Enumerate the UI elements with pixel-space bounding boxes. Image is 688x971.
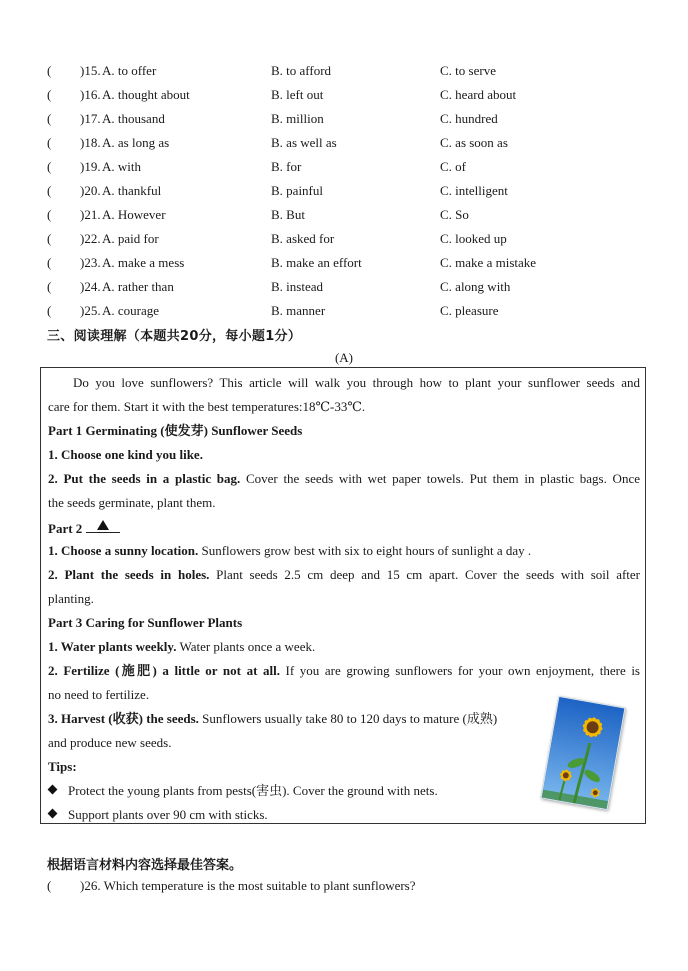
answer-paren: (: [47, 279, 52, 294]
option-a: A. thought about: [102, 87, 190, 102]
option-b: B. as well as: [271, 135, 337, 150]
part3-step1: [48, 638, 640, 656]
part1-step2-bold: 2. Put the seeds in a plastic bag.: [48, 471, 241, 486]
part2-step2: [48, 566, 640, 584]
part3-step2-bold: 2. Fertilize (施肥) a little or not at all.: [48, 663, 280, 678]
option-b: B. instead: [271, 279, 323, 294]
answer-paren: (: [47, 111, 52, 126]
option-a: A. with: [102, 159, 141, 174]
option-b: B. But: [271, 207, 305, 222]
option-b: B. million: [271, 111, 324, 126]
part1-step1: 1. Choose one kind you like.: [48, 447, 203, 462]
part3-step3-cont: and produce new seeds.: [48, 735, 172, 750]
option-a: A. make a mess: [102, 255, 185, 270]
answer-paren: (: [47, 135, 52, 150]
option-b: B. manner: [271, 303, 326, 318]
part2-step2-bold: 2. Plant the seeds in holes.: [48, 567, 210, 582]
question-number: )20.: [80, 183, 101, 198]
answer-paren: (: [47, 159, 52, 174]
question-number: )19.: [80, 159, 101, 174]
part3-step3: [48, 710, 548, 728]
part3-step2-text: If you are growing sunflowers for your own enjoyment, there is: [279, 663, 640, 678]
part1-step2-text: Cover the seeds with wet paper towels. Put them in plastic bags. Once: [240, 471, 640, 486]
answer-blank: [86, 518, 120, 533]
instruction-text: 根据语言材料内容选择最佳答案。: [47, 858, 243, 873]
option-a: A. rather than: [102, 279, 174, 294]
triangle-icon: [97, 520, 109, 530]
part3-step1-text: Water plants once a week.: [176, 639, 316, 654]
answer-paren: (: [47, 255, 52, 270]
question-number: )24.: [80, 279, 101, 294]
option-b: B. make an effort: [271, 255, 362, 270]
part3-step3-bold: 3. Harvest (收获) the seeds.: [48, 711, 199, 726]
part2-title: [48, 518, 640, 538]
diamond-bullet-icon: [48, 809, 58, 819]
tip-1-text: Protect the young plants from pests(害虫). Cover the ground with nets.: [68, 783, 438, 798]
part3-step3-text: Sunflowers usually take 80 to 120 days to mature (成熟): [198, 711, 498, 726]
diamond-bullet-icon: [48, 785, 58, 795]
option-c: C. So: [440, 207, 469, 222]
option-b: B. left out: [271, 87, 324, 102]
part2-step1-text: Sunflowers grow best with six to eight hours of sunlight a day .: [198, 543, 532, 558]
question-number: )22.: [80, 231, 101, 246]
option-c: C. looked up: [440, 231, 507, 246]
option-c: C. along with: [440, 279, 511, 294]
option-c: C. heard about: [440, 87, 517, 102]
question-number: )18.: [80, 135, 101, 150]
part3-title: Part 3 Caring for Sunflower Plants: [48, 615, 243, 630]
part2-step2-text: Plant seeds 2.5 cm deep and 15 cm apart. Cover the seeds with soil after: [209, 567, 641, 582]
part1-step2-cont: the seeds germinate, plant them.: [48, 495, 216, 510]
part3-step2-cont: no need to fertilize.: [48, 687, 150, 702]
part3-step2: [48, 662, 640, 680]
question-number: )16.: [80, 87, 101, 102]
option-a: A. However: [102, 207, 166, 222]
passage-label: (A): [334, 350, 354, 365]
answer-paren: (: [47, 303, 52, 318]
option-c: C. pleasure: [440, 303, 499, 318]
option-c: C. as soon as: [440, 135, 508, 150]
question-26-text: )26. Which temperature is the most suitable to plant sunflowers?: [80, 878, 416, 893]
question-number: )15.: [80, 63, 101, 78]
question-number: )23.: [80, 255, 101, 270]
option-c: C. of: [440, 159, 466, 174]
part2-step1: [48, 542, 640, 560]
option-b: B. painful: [271, 183, 323, 198]
option-a: A. thousand: [102, 111, 165, 126]
option-c: C. hundred: [440, 111, 498, 126]
part2-step2-cont: planting.: [48, 591, 94, 606]
question-number: )17.: [80, 111, 101, 126]
option-a: A. thankful: [102, 183, 162, 198]
question-number: )25.: [80, 303, 101, 318]
part3-step1-bold: 1. Water plants weekly.: [48, 639, 177, 654]
option-b: B. to afford: [271, 63, 332, 78]
part2-step1-bold: 1. Choose a sunny location.: [48, 543, 199, 558]
tips-title: Tips:: [48, 759, 77, 774]
option-b: B. for: [271, 159, 302, 174]
intro-line-2: care for them. Start it with the best temperatures:18℃-33℃.: [48, 399, 366, 414]
section-title: 三、阅读理解（本题共20分，每小题1分）: [47, 329, 302, 344]
part2-title-text: Part 2: [48, 521, 86, 536]
option-c: C. to serve: [440, 63, 496, 78]
option-a: A. to offer: [102, 63, 157, 78]
answer-paren: (: [47, 63, 52, 78]
tip-2-text: Support plants over 90 cm with sticks.: [68, 807, 268, 822]
answer-paren: (: [47, 878, 52, 893]
tip-2: [48, 806, 640, 824]
answer-paren: (: [47, 87, 52, 102]
option-b: B. asked for: [271, 231, 335, 246]
question-number: )21.: [80, 207, 101, 222]
option-a: A. paid for: [102, 231, 159, 246]
intro-line-1: Do you love sunflowers? This article will walk you through how to plant your sunflower seeds and: [73, 375, 640, 390]
part1-title: Part 1 Germinating (使发芽) Sunflower Seeds: [48, 423, 303, 438]
answer-paren: (: [47, 207, 52, 222]
option-a: A. as long as: [102, 135, 170, 150]
answer-paren: (: [47, 183, 52, 198]
passage-box: [40, 367, 646, 824]
option-a: A. courage: [102, 303, 160, 318]
answer-paren: (: [47, 231, 52, 246]
option-c: C. make a mistake: [440, 255, 537, 270]
part1-step2: [48, 470, 640, 488]
option-c: C. intelligent: [440, 183, 508, 198]
